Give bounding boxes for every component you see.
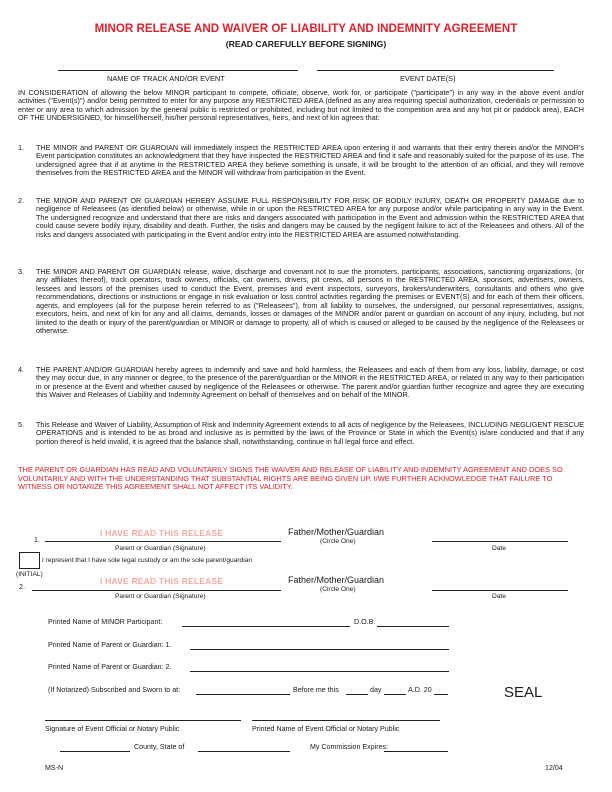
ad-label: A.D. 20 bbox=[408, 686, 432, 694]
clause-number: 2. bbox=[18, 196, 25, 205]
official-signature-line[interactable] bbox=[45, 720, 241, 721]
initial-label: (INITIAL) bbox=[16, 571, 43, 578]
relation-2-label: Father/Mother/Guardian bbox=[288, 575, 385, 585]
revision-date: 12/04 bbox=[545, 764, 563, 772]
track-name-line[interactable] bbox=[58, 70, 298, 71]
acknowledgment-text: THE PARENT OR GUARDIAN HAS READ AND VOLUNTARILY SIGNS THE WAIVER AND RELEASE OF LIABILITY AND INDEMNITY AGREEMENT AND DOES SO VOLUNTARILY AND WITH THE UNDERSTANDING THAT SUBSTANTIAL RIGHTS ARE BEING GIVEN UP. I/WE FURTHER ACKNOWLEDGE THAT FAILURE TO WITNESS OR NOTARIZE THIS AGREEMENT SHALL NOT AFFECT ITS VALIDITY. bbox=[18, 465, 563, 492]
county-state-label: County, State of bbox=[134, 743, 185, 751]
read-release-stamp: I HAVE READ THIS RELEASE bbox=[100, 576, 224, 586]
clause-3 bbox=[18, 268, 584, 336]
official-signature-label: Signature of Event Official or Notary Public bbox=[45, 725, 180, 733]
clause-text: THE MINOR and PARENT OR GUARDIAN will immediately inspect the RESTRICTED AREA upon entering it and warrants that their entry therein and/or the MINOR's Event participation constitutes an acknowledgment that they have inspected the RESTRICTED AREA and find it safe and reasonably suited for the purpose of its use. The undersigned agree that if at anytime in the RESTRICTED AREA they believe something is unsafe, it will be brought to the attention of an official, and they will remove themselves from the RESTRICTED AREA and the MINOR will withdraw from participation in the Event. bbox=[36, 143, 584, 178]
official-printed-name-label: Printed Name of Event Official or Notary Public bbox=[252, 725, 400, 733]
date-2-caption: Date bbox=[492, 593, 506, 600]
county-line[interactable] bbox=[60, 751, 130, 752]
form-subtitle: (READ CAREFULLY BEFORE SIGNING) bbox=[225, 39, 387, 49]
event-date-line[interactable] bbox=[317, 70, 554, 71]
clause-text: THE PARENT AND/OR GUARDIAN hereby agrees to indemnify and save and hold harmless, the Releasees and each of them from any loss, liability, damage, or cost they may occur due, in any manner or degree, to the presence of the parent/guardian or the MINOR in the RESTRICTED AREA, or related in any way to their participation in or presence at the Event and whether caused by negligence of the Releasees or otherwise. The parent and/or guardian further recognize and agree they are executing this Waiver and Releases of Liability and Indemnity Agreement on behalf of themselves and on behalf of the MINOR. bbox=[36, 365, 584, 400]
circle-one-label: (Circle One) bbox=[320, 538, 356, 545]
clause-text: This Release and Waiver of Liability, Assumption of Risk and Indemnity Agreement extends to all acts of negligence by the Releasees, INCLUDING NEGLIGENT RESCUE OPERATIONS and is intended to be as broad and inclusive as is permitted by the laws of the Province or State in which the Event(s) is/are conducted and that if any portion thereof is held invalid, it is agreed that the balance shall, notwithstanding, continue in full legal force and effect. bbox=[36, 420, 584, 446]
relation-1-label: Father/Mother/Guardian bbox=[288, 527, 385, 537]
dob-label: D.O.B. bbox=[354, 618, 376, 626]
day-number-line[interactable] bbox=[346, 694, 368, 695]
signature-1-number: 1. bbox=[34, 536, 40, 544]
signature-2-line[interactable] bbox=[32, 590, 281, 591]
dob-line[interactable] bbox=[377, 626, 449, 627]
day-label: day bbox=[370, 686, 382, 694]
date-2-line[interactable] bbox=[432, 590, 568, 591]
parent-2-name-line[interactable] bbox=[190, 671, 449, 672]
minor-name-line[interactable] bbox=[182, 626, 350, 627]
date-1-caption: Date bbox=[492, 545, 506, 552]
month-line[interactable] bbox=[384, 694, 406, 695]
parent-1-name-label: Printed Name of Parent or Guardian: 1. bbox=[48, 641, 172, 649]
circle-one-label: (Circle One) bbox=[320, 586, 356, 593]
clause-text: THE MINOR AND PARENT OR GUARDIAN HEREBY ASSUME FULL RESPONSIBILITY FOR RISK OF BODILY INJURY, DEATH OR PROPERTY DAMAGE due to negligence of Releasees (as identified below) or otherwise, while in or upon the RESTRICTED AREA for any purpose and/or while participating in any way in the Event. The undersigned recognize and understand that there are risks and dangers associated with participation in the Event and admission within the RESTRICTED AREA that could cause severe bodily injury, disability and death. Further, the risks and dangers may be caused by the negligent failure to act of the Releasees and others. All of the risks and dangers associated with participating in the Event and/or entry into the RESTRICTED AREA are assumed notwithstanding. bbox=[36, 196, 584, 239]
clause-2 bbox=[18, 197, 584, 239]
clause-number: 1. bbox=[18, 143, 25, 152]
signature-1-line[interactable] bbox=[45, 541, 281, 542]
clause-number: 4. bbox=[18, 365, 25, 374]
official-printed-name-line[interactable] bbox=[252, 720, 440, 721]
track-name-label: NAME OF TRACK AND/OR EVENT bbox=[107, 74, 225, 83]
year-line[interactable] bbox=[434, 694, 448, 695]
date-1-line[interactable] bbox=[432, 541, 568, 542]
parent-2-name-label: Printed Name of Parent or Guardian: 2. bbox=[48, 663, 172, 671]
clause-1 bbox=[18, 144, 584, 178]
clause-5 bbox=[18, 421, 584, 446]
intro-paragraph: IN CONSIDERATION of allowing the below MINOR participant to compete, officiate, observe, work for, or participate ("participate") in any way in the above event and/or activities ("Event(s)") and/or being permitted to enter for any purpose any RESTRICTED AREA (defined as any area requiring special authorization, credentials or permission to enter or any area to which admission by the general public is restricted or prohibited, including but not limited to the competition area and any hot pit or paddock area), EACH OF THE UNDERSIGNED, for himself/herself, his/her personal representatives, heirs, and next of kin agrees that: bbox=[18, 88, 584, 123]
form-title: MINOR RELEASE AND WAIVER OF LIABILITY AND INDEMNITY AGREEMENT bbox=[94, 22, 518, 35]
clause-number: 3. bbox=[18, 267, 25, 276]
commission-expiry-line[interactable] bbox=[384, 751, 448, 752]
parent-1-name-line[interactable] bbox=[190, 649, 449, 650]
minor-name-label: Printed Name of MINOR Participant: bbox=[48, 618, 163, 626]
event-date-label: EVENT DATE(S) bbox=[400, 74, 456, 83]
clause-text: THE MINOR AND PARENT OR GUARDIAN release, waive, discharge and covenant not to sue the promoters, participants, associations, sanctioning organizations, (or any affiliates thereof), track operators, track owners, officials, car owners, drivers, pit crews, all persons in the RESTRICTED AREA, sponsors, advertisers, owners, lessees and lessors of the premises used to conduct the Event, premises and event inspectors, surveyors, brokers/underwriters, consultants and others who give recommendations, directions or instructions or engage in risk evaluation or loss control activities regarding the premises or EVENT(S) and for each of them their officers, agents, and employees (all for the purpose herein referred to as ("Releasees"), from all liability to ourselves, the undersigned, our personal representatives, assigns, executors, heirs, and next of kin for any and all claims, demands, losses or damages of the MINOR and/or parent or guardian on account of any injury, including, but not limited to the death or injury of the parent/guardian or MINOR or damage to property, all of which is caused or alleged to be caused by the negligence of the Releasees or otherwise. bbox=[36, 267, 584, 336]
state-line[interactable] bbox=[198, 751, 290, 752]
signature-2-number: 2. bbox=[19, 583, 25, 591]
signature-2-caption: Parent or Guardian (Signature) bbox=[115, 593, 206, 600]
commission-label: My Commission Expires: bbox=[310, 743, 389, 751]
subscribed-location-line[interactable] bbox=[196, 694, 290, 695]
signature-1-caption: Parent or Guardian (Signature) bbox=[115, 545, 206, 552]
clause-number: 5. bbox=[18, 420, 25, 429]
seal-label: SEAL bbox=[504, 684, 543, 701]
read-release-stamp: I HAVE READ THIS RELEASE bbox=[100, 528, 224, 538]
clause-4 bbox=[18, 366, 584, 400]
custody-statement: I represent that I have sole legal custody or am the sole parent/guardian bbox=[42, 557, 253, 564]
initial-box[interactable] bbox=[19, 552, 40, 569]
subscribed-label: (If Notarized) Subscribed and Sworn to at: bbox=[48, 686, 181, 694]
before-me-label: Before me this bbox=[293, 686, 339, 694]
form-id: MS-N bbox=[45, 764, 64, 772]
